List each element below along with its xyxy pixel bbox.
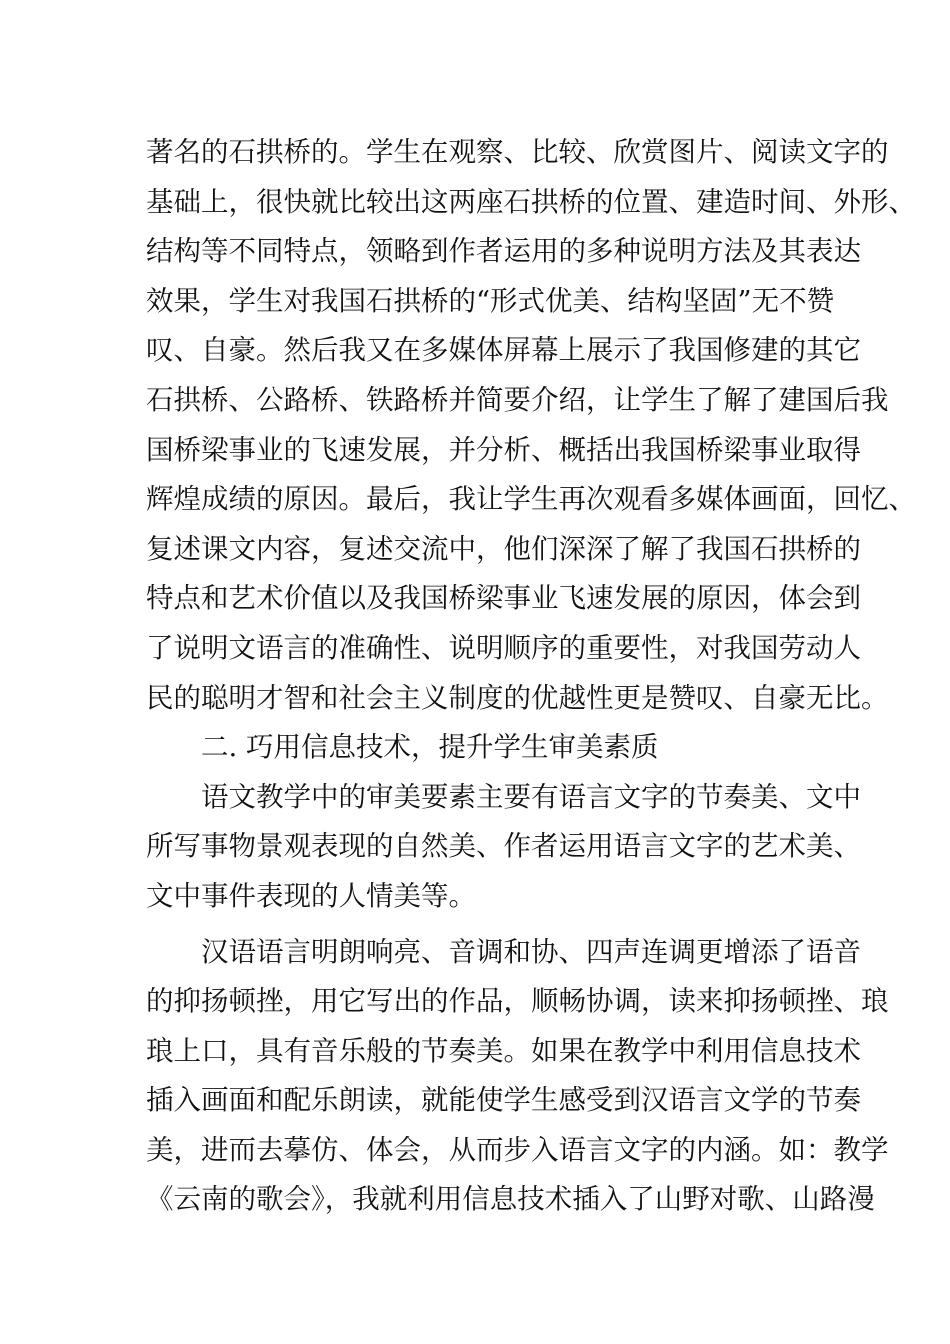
text-line: 基础上，很快就比较出这两座石拱桥的位置、建造时间、外形、 (146, 185, 916, 218)
section-heading: 二. 巧用信息技术，提升学生审美素质 (201, 731, 659, 764)
text-line: 《云南的歌会》，我就利用信息技术插入了山野对歌、山路漫 (146, 1183, 875, 1216)
text-line: 语文教学中的审美要素主要有语言文字的节奏美、文中 (201, 780, 861, 813)
paragraph-3 (146, 928, 889, 1226)
text-line: 辉煌成绩的原因。最后，我让学生再次观看多媒体画面，回忆、 (146, 483, 916, 516)
document-body (146, 128, 916, 1225)
text-line: 文中事件表现的人情美等。 (146, 879, 476, 912)
paragraph-1 (146, 128, 916, 723)
text-line: 特点和艺术价值以及我国桥梁事业飞速发展的原因，体会到 (146, 582, 861, 615)
text-line: 所写事物景观表现的自然美、作者运用语言文字的艺术美、 (146, 830, 861, 863)
text-line: 石拱桥、公路桥、铁路桥并简要介绍，让学生了解了建国后我 (146, 383, 889, 416)
text-line: 民的聪明才智和社会主义制度的优越性更是赞叹、自豪无比。 (146, 681, 889, 714)
paragraph-2 (146, 773, 861, 922)
text-line: 美，进而去摹仿、体会，从而步入语言文字的内涵。如：教学 (146, 1133, 889, 1166)
text-line: 汉语语言明朗响亮、音调和协、四声连调更增添了语音 (201, 935, 861, 968)
text-line: 了说明文语言的准确性、说明顺序的重要性，对我国劳动人 (146, 631, 861, 664)
text-line: 琅上口，具有音乐般的节奏美。如果在教学中利用信息技术 (146, 1034, 861, 1067)
text-line: 结构等不同特点，领略到作者运用的多种说明方法及其表达 (146, 235, 861, 268)
text-line: 的抑扬顿挫，用它写出的作品，顺畅协调，读来抑扬顿挫、琅 (146, 985, 889, 1018)
text-line: 叹、自豪。然后我又在多媒体屏幕上展示了我国修建的其它 (146, 334, 861, 367)
text-line: 国桥梁事业的飞速发展，并分析、概括出我国桥梁事业取得 (146, 433, 861, 466)
text-line: 著名的石拱桥的。学生在观察、比较、欣赏图片、阅读文字的 (146, 136, 889, 168)
text-line: 插入画面和配乐朗读，就能使学生感受到汉语言文学的节奏 (146, 1084, 861, 1117)
text-line: 复述课文内容，复述交流中，他们深深了解了我国石拱桥的 (146, 532, 861, 565)
text-line: 效果，学生对我国石拱桥的“形式优美、结构坚固”无不赞 (146, 284, 835, 317)
